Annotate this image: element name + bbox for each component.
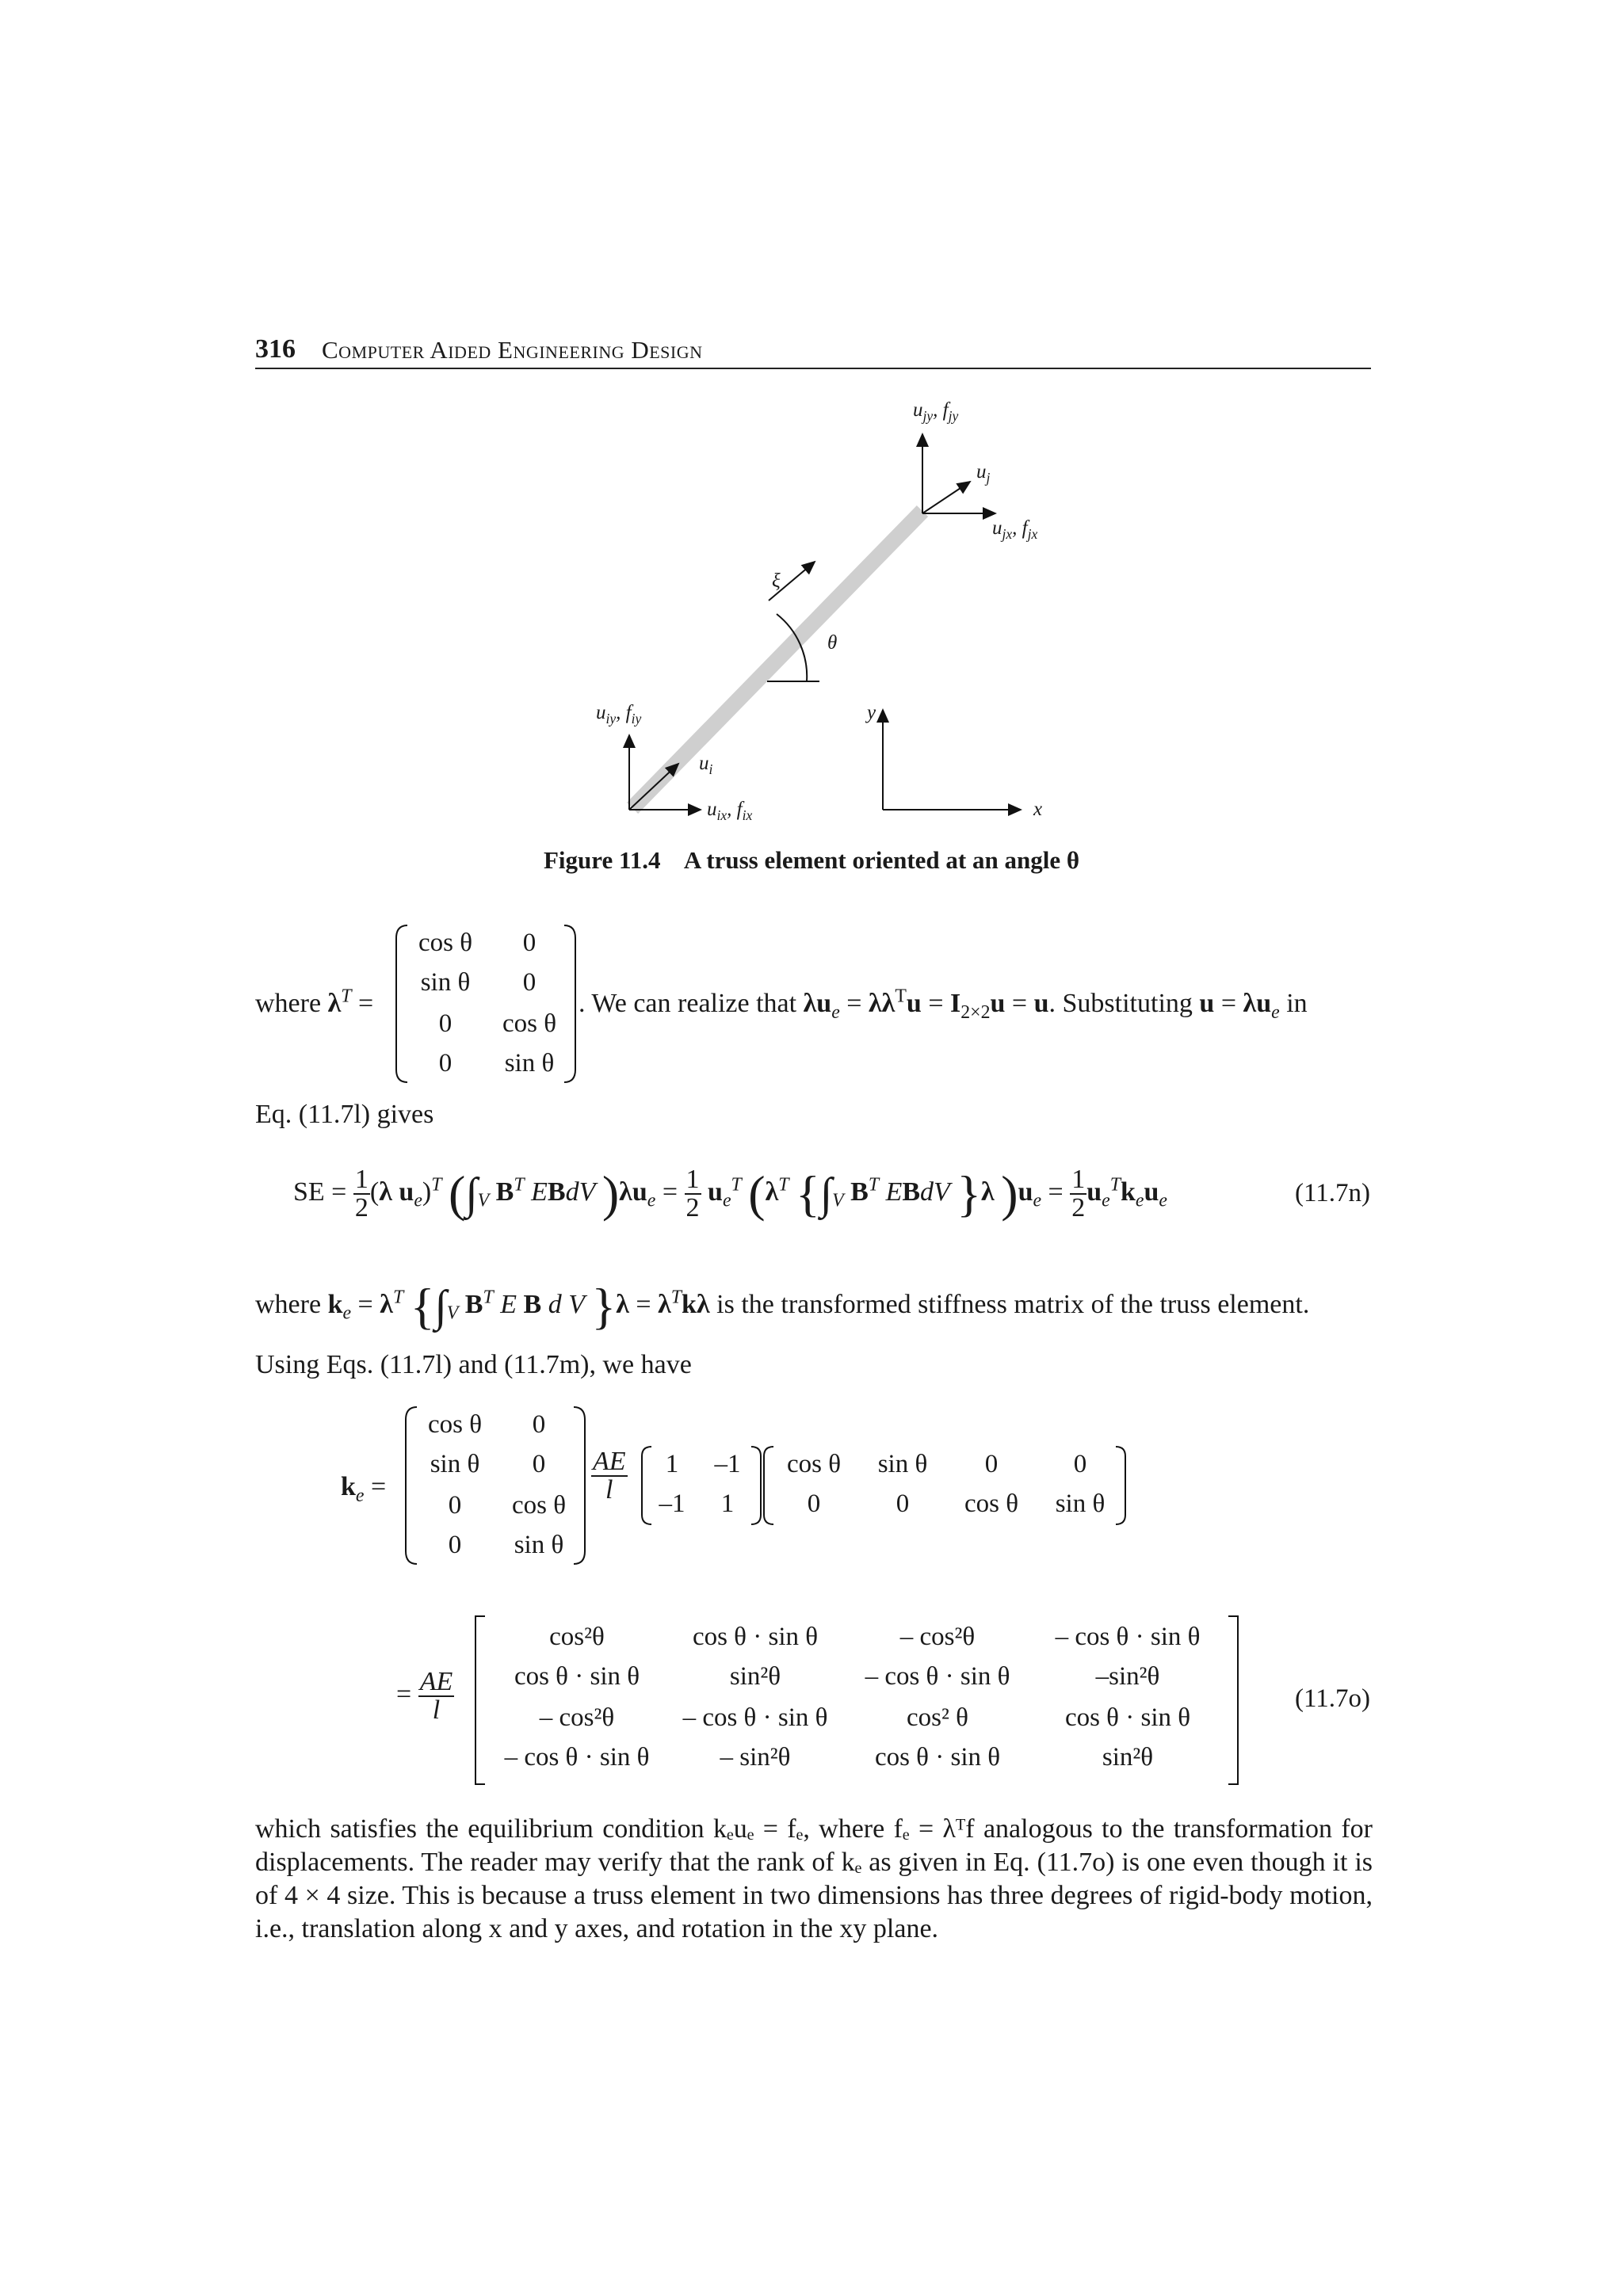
equation-number-11-7n: (11.7n) [1295,1179,1371,1207]
label-ui: $u_i$ [699,753,713,777]
truss-figure [539,388,1109,832]
uj-arrow [922,482,970,513]
ke-ae-over-l: $\frac{AE}{l}$ [593,1447,626,1505]
running-header [255,331,1371,369]
ke-result-equals: = $\frac{AE}{l}$ [396,1667,453,1725]
lambda-T-matrix: cos θ 0 sin θ 0 0 cos θ 0 sin θ [395,922,577,1085]
label-xi: ξ [772,570,781,592]
label-theta: θ [827,632,838,654]
ke-right-matrix: cos θ sin θ 0 0 0 0 cos θ sin θ [762,1444,1127,1527]
ke-left-matrix: cos θ 0 sin θ 0 0 cos θ 0 sin θ [404,1404,586,1567]
eq-gives-line: Eq. (11.7l) gives [255,1100,434,1129]
label-y-axis: y [867,702,876,723]
where-lambda-label: where $\lambda^T$ = [255,986,374,1018]
label-uj: $u_j$ [976,461,991,486]
realize-sentence: . We can realize that $\lambda u_e = \lambda\lambda^Tu = I_{2\times 2}u = u$. Substituting $u = \lambda u_e$ in [579,986,1308,1023]
label-x-axis: x [1033,799,1043,820]
ke-mid-matrix: 1 –1 –1 1 [640,1444,762,1527]
running-title: Computer Aided Engineering Design [322,336,703,364]
equation-number-11-7o: (11.7o) [1295,1684,1371,1713]
label-ujx-fjx: $u_{jx}$, $f_{jx}$ [992,517,1038,542]
truss-bar [632,511,922,808]
using-eqs-line: Using Eqs. (11.7l) and (11.7m), we have [255,1350,692,1379]
ui-arrow [629,764,678,810]
figure-caption [0,846,1623,875]
truss-diagram [539,388,1109,832]
caption-prefix: Figure 11.4 [543,846,661,874]
page-number: 316 [255,334,296,364]
ke-label: $k_e$ = [341,1472,387,1506]
caption-text: A truss element oriented at an angle θ [683,846,1080,874]
strain-energy-equation: SE = $\frac{1}{2}$ (λ $u_e)^T$ ($\int_V$ $B^T$ EBdV )$\lambda u_e$ = $\frac{1}{2}$ $u_e^T$ ($\lambda^T$ {$\int_V$ $B^T$ EBdV }λ )$u_e$ = $\frac{1}{2}$ $u_e^Tk_eu_e$ [293,1165,1167,1222]
ke-result-matrix: cos²θ cos θ · sin θ – cos²θ – cos θ · sin θ cos θ · sin θ sin²θ – cos θ · sin θ –sin²θ – cos²θ – cos θ · sin θ cos² θ cos θ · sin θ – cos θ · sin θ – sin²θ cos θ · sin θ sin²θ [474,1615,1239,1786]
closing-paragraph: which satisfies the equilibrium condition kₑuₑ = fₑ, where fₑ = λᵀf analogous to the transformation for displacements. The reader may verify that the rank of kₑ as given in Eq. (11.7o) is one even though it is of 4 × 4 size. This is because a truss element in two dimensions has three degrees of rigid-body motion, i.e., translation along x and y axes, and rotation in the xy plane. [255,1814,1373,1943]
label-uiy-fiy: $u_{iy}$, $f_{iy}$ [596,702,642,727]
where-ke-sentence: where $k_e = \lambda^T$ {$\int_V$ $B^T$ E B d V }$\lambda = \lambda^Tk\lambda$ is the transformed stiffness matrix of the truss element. [255,1278,1310,1334]
label-uix-fix: $u_{ix}$, $f_{ix}$ [707,799,753,823]
label-ujy-fjy: $u_{jy}$, $f_{jy}$ [913,399,959,424]
